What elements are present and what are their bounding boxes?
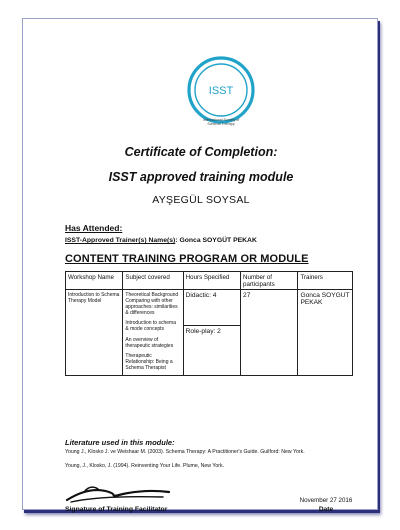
subject-item: Theoretical Background Comparing with other approaches: similarities & differences [125,291,179,316]
certificate-title: Certificate of Completion: [124,145,278,159]
trainers-cell: Gonca SOYGUT PEKAK [298,290,353,376]
workshop-name-cell: Introduction to Schema Therapy Model [66,290,123,376]
participants-cell: 27 [241,290,298,376]
table-row [66,290,353,376]
header-participants: Number of participants [241,272,298,290]
trainer-line [65,237,257,244]
module-table [65,271,353,376]
date-value: November 27 2016 [299,497,353,504]
hours-didactic: Didactic: 4 [184,290,240,326]
recipient-name: AYŞEGÜL SOYSAL [152,194,250,206]
subject-item: Therapeutic Relationship: Being a Schema Therapist [125,353,173,371]
literature-ref-2: Young, J., Klosko, J. (1994). Reinventing Your Life. Plume, New York. [65,463,224,469]
subject-item: An overview of therapeutic strategies [125,336,174,349]
header-workshop-name: Workshop Name [66,272,123,290]
trainer-label: ISST-Approved Trainer(s) Name(s) [65,237,176,244]
logo-caption: International Society of Schema Therapy [202,118,240,127]
subject-cell [123,290,183,376]
date-label: Date [318,506,334,513]
program-heading: CONTENT TRAINING PROGRAM OR MODULE [65,253,309,265]
certificate-page [22,18,378,513]
literature-title: Literature used in this module: [65,438,175,447]
literature-ref-1: Young J., Klosko J. ve Weishaar M. (2003). Schema Therapy: A Practitioner's Guide. Guilford: New York. [65,449,305,455]
certificate-subtitle: ISST approved training module [108,170,294,184]
subject-item: Introduction to schema & mode concepts [125,320,176,332]
signature-label: Signature of Training Facilitator [65,506,168,513]
signature-scribble [63,482,173,506]
header-subject-covered: Subject covered [123,272,183,290]
hours-roleplay: Role-play: 2 [185,327,221,335]
hours-cell [183,290,240,376]
table-header-row [66,272,353,290]
trainer-value: : Gonca SOYGÜT PEKAK [175,237,257,244]
header-trainers: Trainers [298,272,353,290]
has-attended-heading: Has Attended: [65,223,123,233]
logo-text: ISST [208,85,234,97]
header-hours-specified: Hours Specified [183,272,240,290]
isst-logo [186,55,256,125]
